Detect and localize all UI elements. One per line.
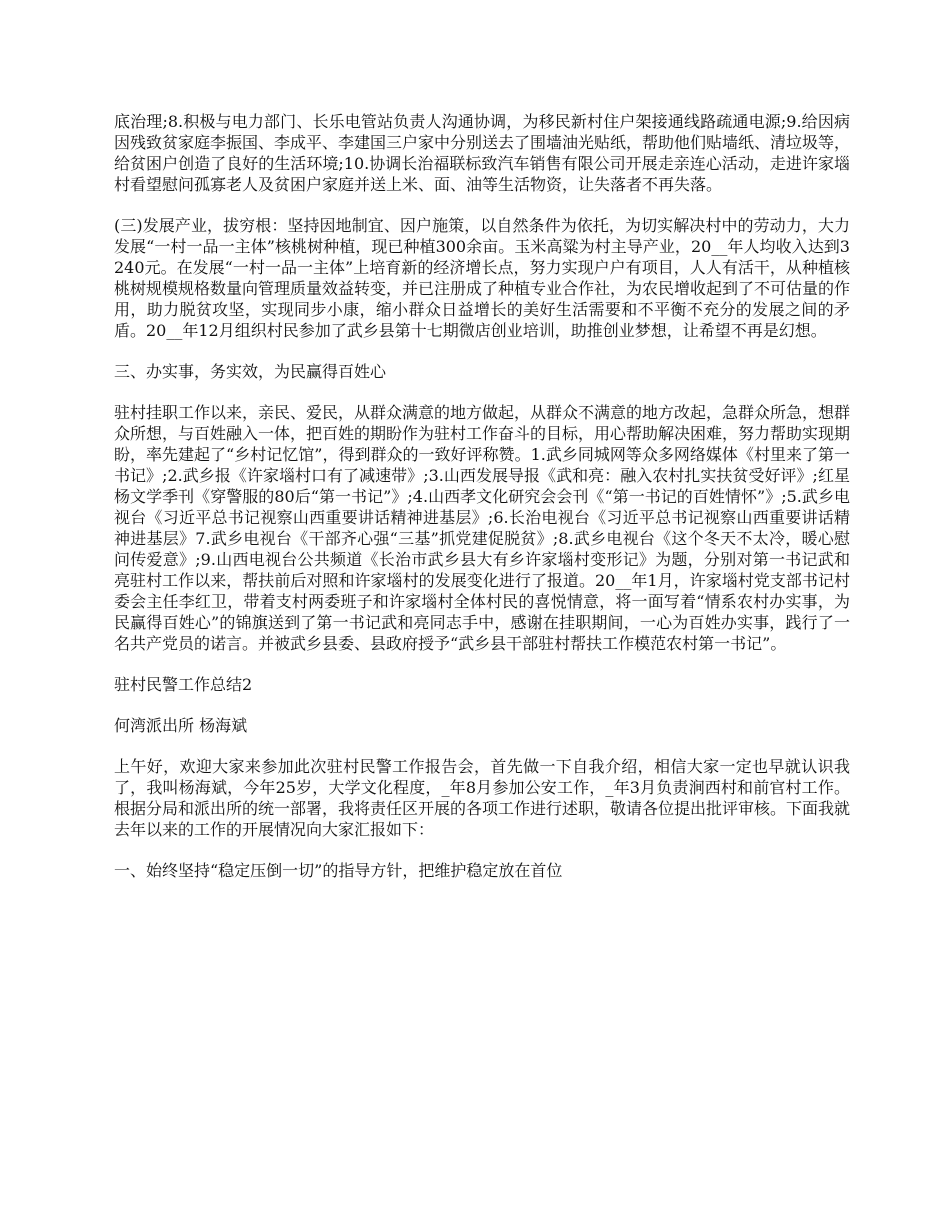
- paragraph-industry-development: (三)发展产业，拔穷根：坚持因地制宜、因户施策，以自然条件为依托，为切实解决村中的劳动力，大力发展“一村一品一主体”核桃树种植，现已种植300余亩。玉米高粱为村主导产业，20__年人均收入达到3240元。在发展“一村一品一主体”上培育新的经济增长点，努力实现户户有项目，人人有活干，从种植核桃树规模规格数量向管理质量效益转变，并已注册成了种植专业合作社，为农民增收起到了不可估量的作用，助力脱贫攻坚，实现同步小康，缩小群众日益增长的美好生活需要和不平衡不充分的发展之间的矛盾。20__年12月组织村民参加了武乡县第十七期微店创业培训，助推创业梦想，让希望不再是幻想。: [114, 216, 851, 340]
- document-title-summary-2: 驻村民警工作总结2: [114, 675, 253, 694]
- author-line: 何湾派出所 杨海斌: [114, 716, 248, 735]
- paragraph-media-coverage: 驻村挂职工作以来，亲民、爱民，从群众满意的地方做起，从群众不满意的地方改起，急群众所急，想群众所想，与百姓融入一体，把百姓的期盼作为驻村工作奋斗的目标，用心帮助解决困难，努力帮助实现期盼，率先建起了“乡村记忆馆”，得到群众的一致好评称赞。1.武乡同城网等众多网络媒体《村里来了第一书记》;2.武乡报《许家堖村口有了减速带》;3.山西发展导报《武和亮：融入农村扎实扶贫受好评》;红星杨文学季刊《穿警服的80后“第一书记”》;4.山西孝文化研究会会刊《“第一书记的百姓情怀”》;5.武乡电视台《习近平总书记视察山西重要讲话精神进基层》;6.长治电视台《习近平总书记视察山西重要讲话精神进基层》7.武乡电视台《干部齐心强“三基”抓党建促脱贫》;8.武乡电视台《这个冬天不太冷，暖心慰问传爱意》;9.山西电视台公共频道《长治市武乡县大有乡许家堖村变形记》为题，分别对第一书记武和亮驻村工作以来，帮扶前后对照和许家堖村的发展变化进行了报道。20__年1月，许家堖村党支部书记村委会主任李红卫，带着支村两委班子和许家堖村全体村民的喜悦情意，将一面写着“情系农村办实事，为民赢得百姓心”的锦旗送到了第一书记武和亮同志手中，感谢在挂职期间，一心为百姓办实事，践行了一名共产党员的诺言。并被武乡县委、县政府授予“武乡县干部驻村帮扶工作模范农村第一书记”。: [114, 403, 851, 653]
- paragraph-self-introduction: 上午好，欢迎大家来参加此次驻村民警工作报告会，首先做一下自我介绍，相信大家一定也早就认识我了，我叫杨海斌，今年25岁，大学文化程度，_年8月参加公安工作，_年3月负责涧西村和前官村工作。根据分局和派出所的统一部署，我将责任区开展的各项工作进行述职，敬请各位提出批评审核。下面我就去年以来的工作的开展情况向大家汇报如下：: [114, 757, 851, 839]
- document-body: [114, 111, 850, 901]
- section-heading-stability: 一、始终坚持“稳定压倒一切”的指导方针，把维护稳定放在首位: [114, 861, 563, 880]
- paragraph-poverty-assistance: 底治理;8.积极与电力部门、长乐电管站负责人沟通协调，为移民新村住户架接通线路疏通电源;9.给因病因残致贫家庭李振国、李成平、李建国三户家中分别送去了围墙油光贴纸，帮助他们贴墙纸、清垃圾等，给贫困户创造了良好的生活环境;10.协调长治福联标致汽车销售有限公司开展走亲连心活动，走进许家堖村看望慰问孤寡老人及贫困户家庭并送上米、面、油等生活物资，让失落者不再失落。: [114, 112, 851, 194]
- section-heading-practical-work: 三、办实事，务实效，为民赢得百姓心: [114, 362, 387, 381]
